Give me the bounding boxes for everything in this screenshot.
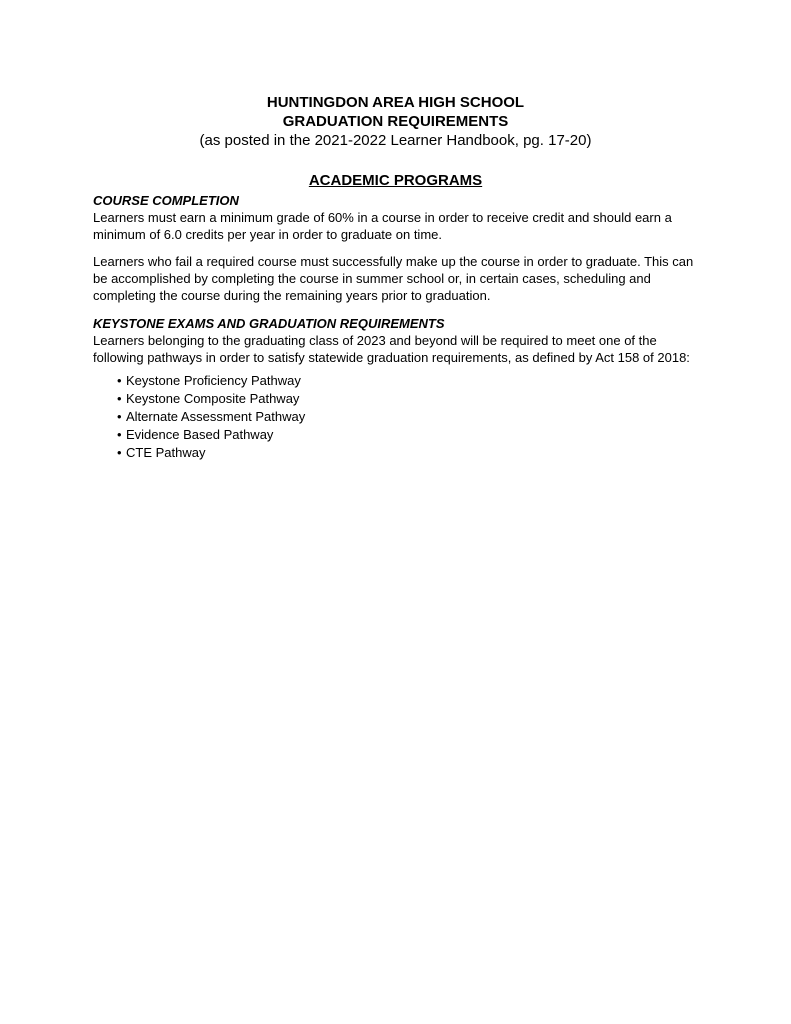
document-title-line2: GRADUATION REQUIREMENTS	[282, 113, 509, 130]
list-item	[117, 390, 705, 408]
bullet-icon: •	[117, 409, 122, 424]
document-header	[0, 0, 791, 150]
document-body	[93, 192, 705, 462]
pathway-label: Alternate Assessment Pathway	[126, 409, 306, 424]
pathway-label: Keystone Proficiency Pathway	[126, 373, 301, 388]
section-heading-academic-programs: ACADEMIC PROGRAMS	[308, 172, 483, 189]
pathway-label: Evidence Based Pathway	[126, 427, 274, 442]
bullet-icon: •	[117, 373, 122, 388]
list-item	[117, 426, 705, 444]
pathway-label: Keystone Composite Pathway	[126, 391, 300, 406]
bullet-icon: •	[117, 391, 122, 406]
pathway-label: CTE Pathway	[126, 445, 206, 460]
document-subtitle: (as posted in the 2021-2022 Learner Handbook, pg. 17-20)	[199, 132, 592, 149]
subheading-keystone-exams: KEYSTONE EXAMS AND GRADUATION REQUIREMENTS	[93, 316, 445, 331]
paragraph-course-completion-1: Learners must earn a minimum grade of 60% in a course in order to receive credit and should earn a minimum of 6.0 credits per year in order to graduate on time.	[93, 210, 672, 242]
paragraph-keystone-intro: Learners belonging to the graduating class of 2023 and beyond will be required to meet one of the following pathways in order to satisfy statewide graduation requirements, as defined by Act 158 of 2018:	[93, 333, 690, 365]
paragraph-course-completion-2: Learners who fail a required course must successfully make up the course in order to graduate. This can be accomplished by completing the course in summer school or, in certain cases, scheduling and completing the course during the remaining years prior to graduation.	[93, 254, 694, 303]
bullet-icon: •	[117, 427, 122, 442]
list-item	[117, 444, 705, 462]
list-item	[117, 372, 705, 390]
bullet-icon: •	[117, 445, 122, 460]
pathway-bullet-list	[93, 372, 705, 462]
list-item	[117, 408, 705, 426]
document-title-line1: HUNTINGDON AREA HIGH SCHOOL	[266, 94, 525, 111]
subheading-course-completion: COURSE COMPLETION	[93, 193, 239, 208]
